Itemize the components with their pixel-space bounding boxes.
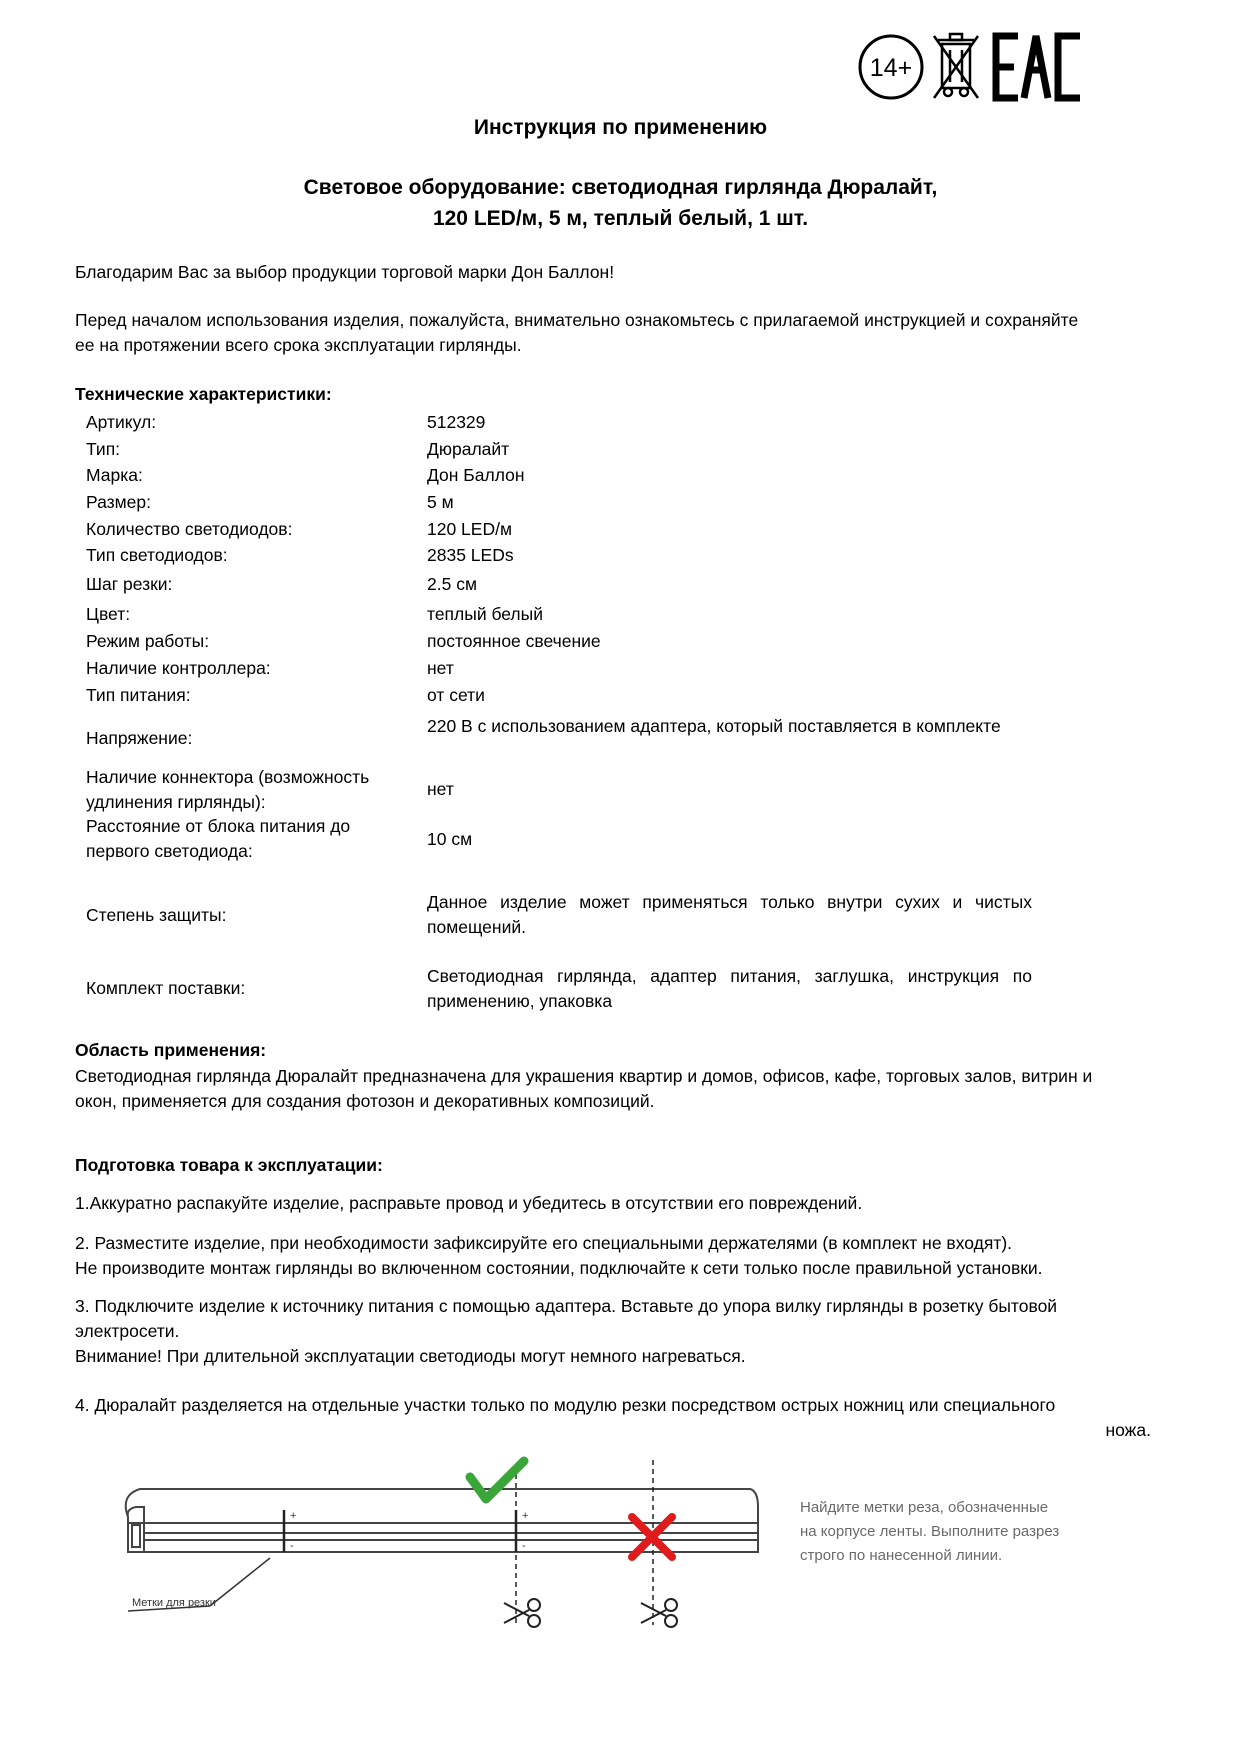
diagram-note-line3: строго по нанесенной линии. bbox=[800, 1547, 1003, 1564]
preparation-heading: Подготовка товара к эксплуатации: bbox=[75, 1155, 383, 1175]
spec-label: Режим работы: bbox=[86, 631, 210, 651]
diagram-note-line1: Найдите метки реза, обозначенные bbox=[800, 1499, 1049, 1516]
spec-label: Наличие контроллера: bbox=[86, 658, 271, 678]
spec-value: Дон Баллон bbox=[427, 465, 525, 485]
eac-mark-icon bbox=[996, 36, 1080, 98]
diagram-note bbox=[800, 1496, 1110, 1568]
spec-label: Комплект поставки: bbox=[86, 978, 246, 998]
specs-heading: Технические характеристики: bbox=[75, 384, 332, 404]
spec-label: Артикул: bbox=[86, 412, 157, 432]
spec-value: Светодиодная гирлянда, адаптер питания, заглушка, инструкция по применению, упаковка bbox=[427, 966, 1032, 1011]
spec-label: Тип светодиодов: bbox=[86, 545, 228, 565]
preparation-step1: 1.Аккуратно распакуйте изделие, расправьте провод и убедитесь в отсутствии его повреждений. bbox=[75, 1193, 863, 1213]
spec-label: Степень защиты: bbox=[86, 905, 227, 925]
preparation-step4-line2: ножа. bbox=[1105, 1420, 1151, 1440]
application-text-line2: окон, применяется для создания фотозон и декоративных композиций. bbox=[75, 1091, 655, 1111]
spec-value: 2.5 см bbox=[427, 574, 477, 594]
spec-label: Напряжение: bbox=[86, 728, 193, 748]
spec-label: Наличие коннектора (возможность удлинения гирлянды): bbox=[86, 767, 370, 812]
spec-value: 220 В с использованием адаптера, который поставляется в комплекте bbox=[427, 716, 1001, 736]
spec-value: 512329 bbox=[427, 412, 486, 432]
application-text-line1: Светодиодная гирлянда Дюралайт предназначена для украшения квартир и домов, офисов, кафе, торговых залов, витрин и bbox=[75, 1066, 1093, 1086]
spec-label: Тип питания: bbox=[86, 685, 191, 705]
spec-value: теплый белый bbox=[427, 604, 543, 624]
spec-value: нет bbox=[427, 658, 454, 678]
intro-thanks: Благодарим Вас за выбор продукции торговой марки Дон Баллон! bbox=[75, 262, 615, 282]
spec-label: Шаг резки: bbox=[86, 574, 173, 594]
spec-value: 2835 LEDs bbox=[427, 545, 514, 565]
spec-label: Размер: bbox=[86, 492, 152, 512]
age-rating-text: 14+ bbox=[869, 54, 913, 82]
preparation-step2-line2: Не производите монтаж гирлянды во включенном состоянии, подключайте к сети только после правильной установки. bbox=[75, 1258, 1043, 1278]
spec-value: нет bbox=[427, 779, 454, 799]
spec-label: Количество светодиодов: bbox=[86, 519, 293, 539]
plus-sign: + bbox=[290, 1510, 297, 1522]
spec-label: Марка: bbox=[86, 465, 143, 485]
product-title-line2: 120 LED/м, 5 м, теплый белый, 1 шт. bbox=[432, 207, 809, 230]
spec-label: Тип: bbox=[86, 439, 121, 459]
spec-value: Дюралайт bbox=[427, 439, 510, 459]
spec-value: 5 м bbox=[427, 492, 454, 512]
preparation-step4-line1: 4. Дюралайт разделяется на отдельные участки только по модулю резки посредством острых ножниц или специального bbox=[75, 1395, 1056, 1415]
intro-before-use-line1: Перед началом использования изделия, пожалуйста, внимательно ознакомьтесь с прилагаемой инструкцией и сохраняйте bbox=[75, 310, 1079, 330]
spec-value: от сети bbox=[427, 685, 485, 705]
plus-sign: + bbox=[522, 1510, 529, 1522]
intro-before-use-line2: ее на протяжении всего срока эксплуатации гирлянды. bbox=[75, 335, 522, 355]
weee-crossed-bin-icon bbox=[934, 34, 978, 98]
diagram-note-line2: на корпусе ленты. Выполните разрез bbox=[800, 1523, 1060, 1540]
spec-value: 10 см bbox=[427, 829, 473, 849]
preparation-step3-line1: 3. Подключите изделие к источнику питания с помощью адаптера. Вставьте до упора вилку гирлянды в розетку бытовой bbox=[75, 1296, 1058, 1316]
spec-label: Расстояние от блока питания до первого светодиода: bbox=[86, 816, 351, 861]
spec-label: Цвет: bbox=[86, 604, 131, 624]
preparation-step3-line2: электросети. bbox=[75, 1321, 180, 1341]
preparation-step3-warning: Внимание! При длительной эксплуатации светодиоды могут немного нагреваться. bbox=[75, 1346, 746, 1366]
scissors-icon bbox=[641, 1599, 677, 1627]
document-title: Инструкция по применению bbox=[473, 116, 768, 139]
preparation-step2-line1: 2. Разместите изделие, при необходимости зафиксируйте его специальными держателями (в комплект не входят). bbox=[75, 1233, 1013, 1253]
product-title-line1: Световое оборудование: светодиодная гирлянда Дюралайт, bbox=[303, 176, 938, 199]
spec-value: Данное изделие может применяться только внутри сухих и чистых помещений. bbox=[427, 892, 1032, 937]
spec-value: 120 LED/м bbox=[427, 519, 512, 539]
scissors-icon bbox=[504, 1599, 540, 1627]
spec-value: постоянное свечение bbox=[427, 631, 601, 651]
certification-marks bbox=[858, 30, 1084, 104]
application-heading: Область применения: bbox=[75, 1040, 267, 1060]
minus-sign: - bbox=[290, 1540, 294, 1552]
cut-marks-label: Метки для резки bbox=[132, 1597, 216, 1609]
minus-sign: - bbox=[522, 1540, 526, 1552]
